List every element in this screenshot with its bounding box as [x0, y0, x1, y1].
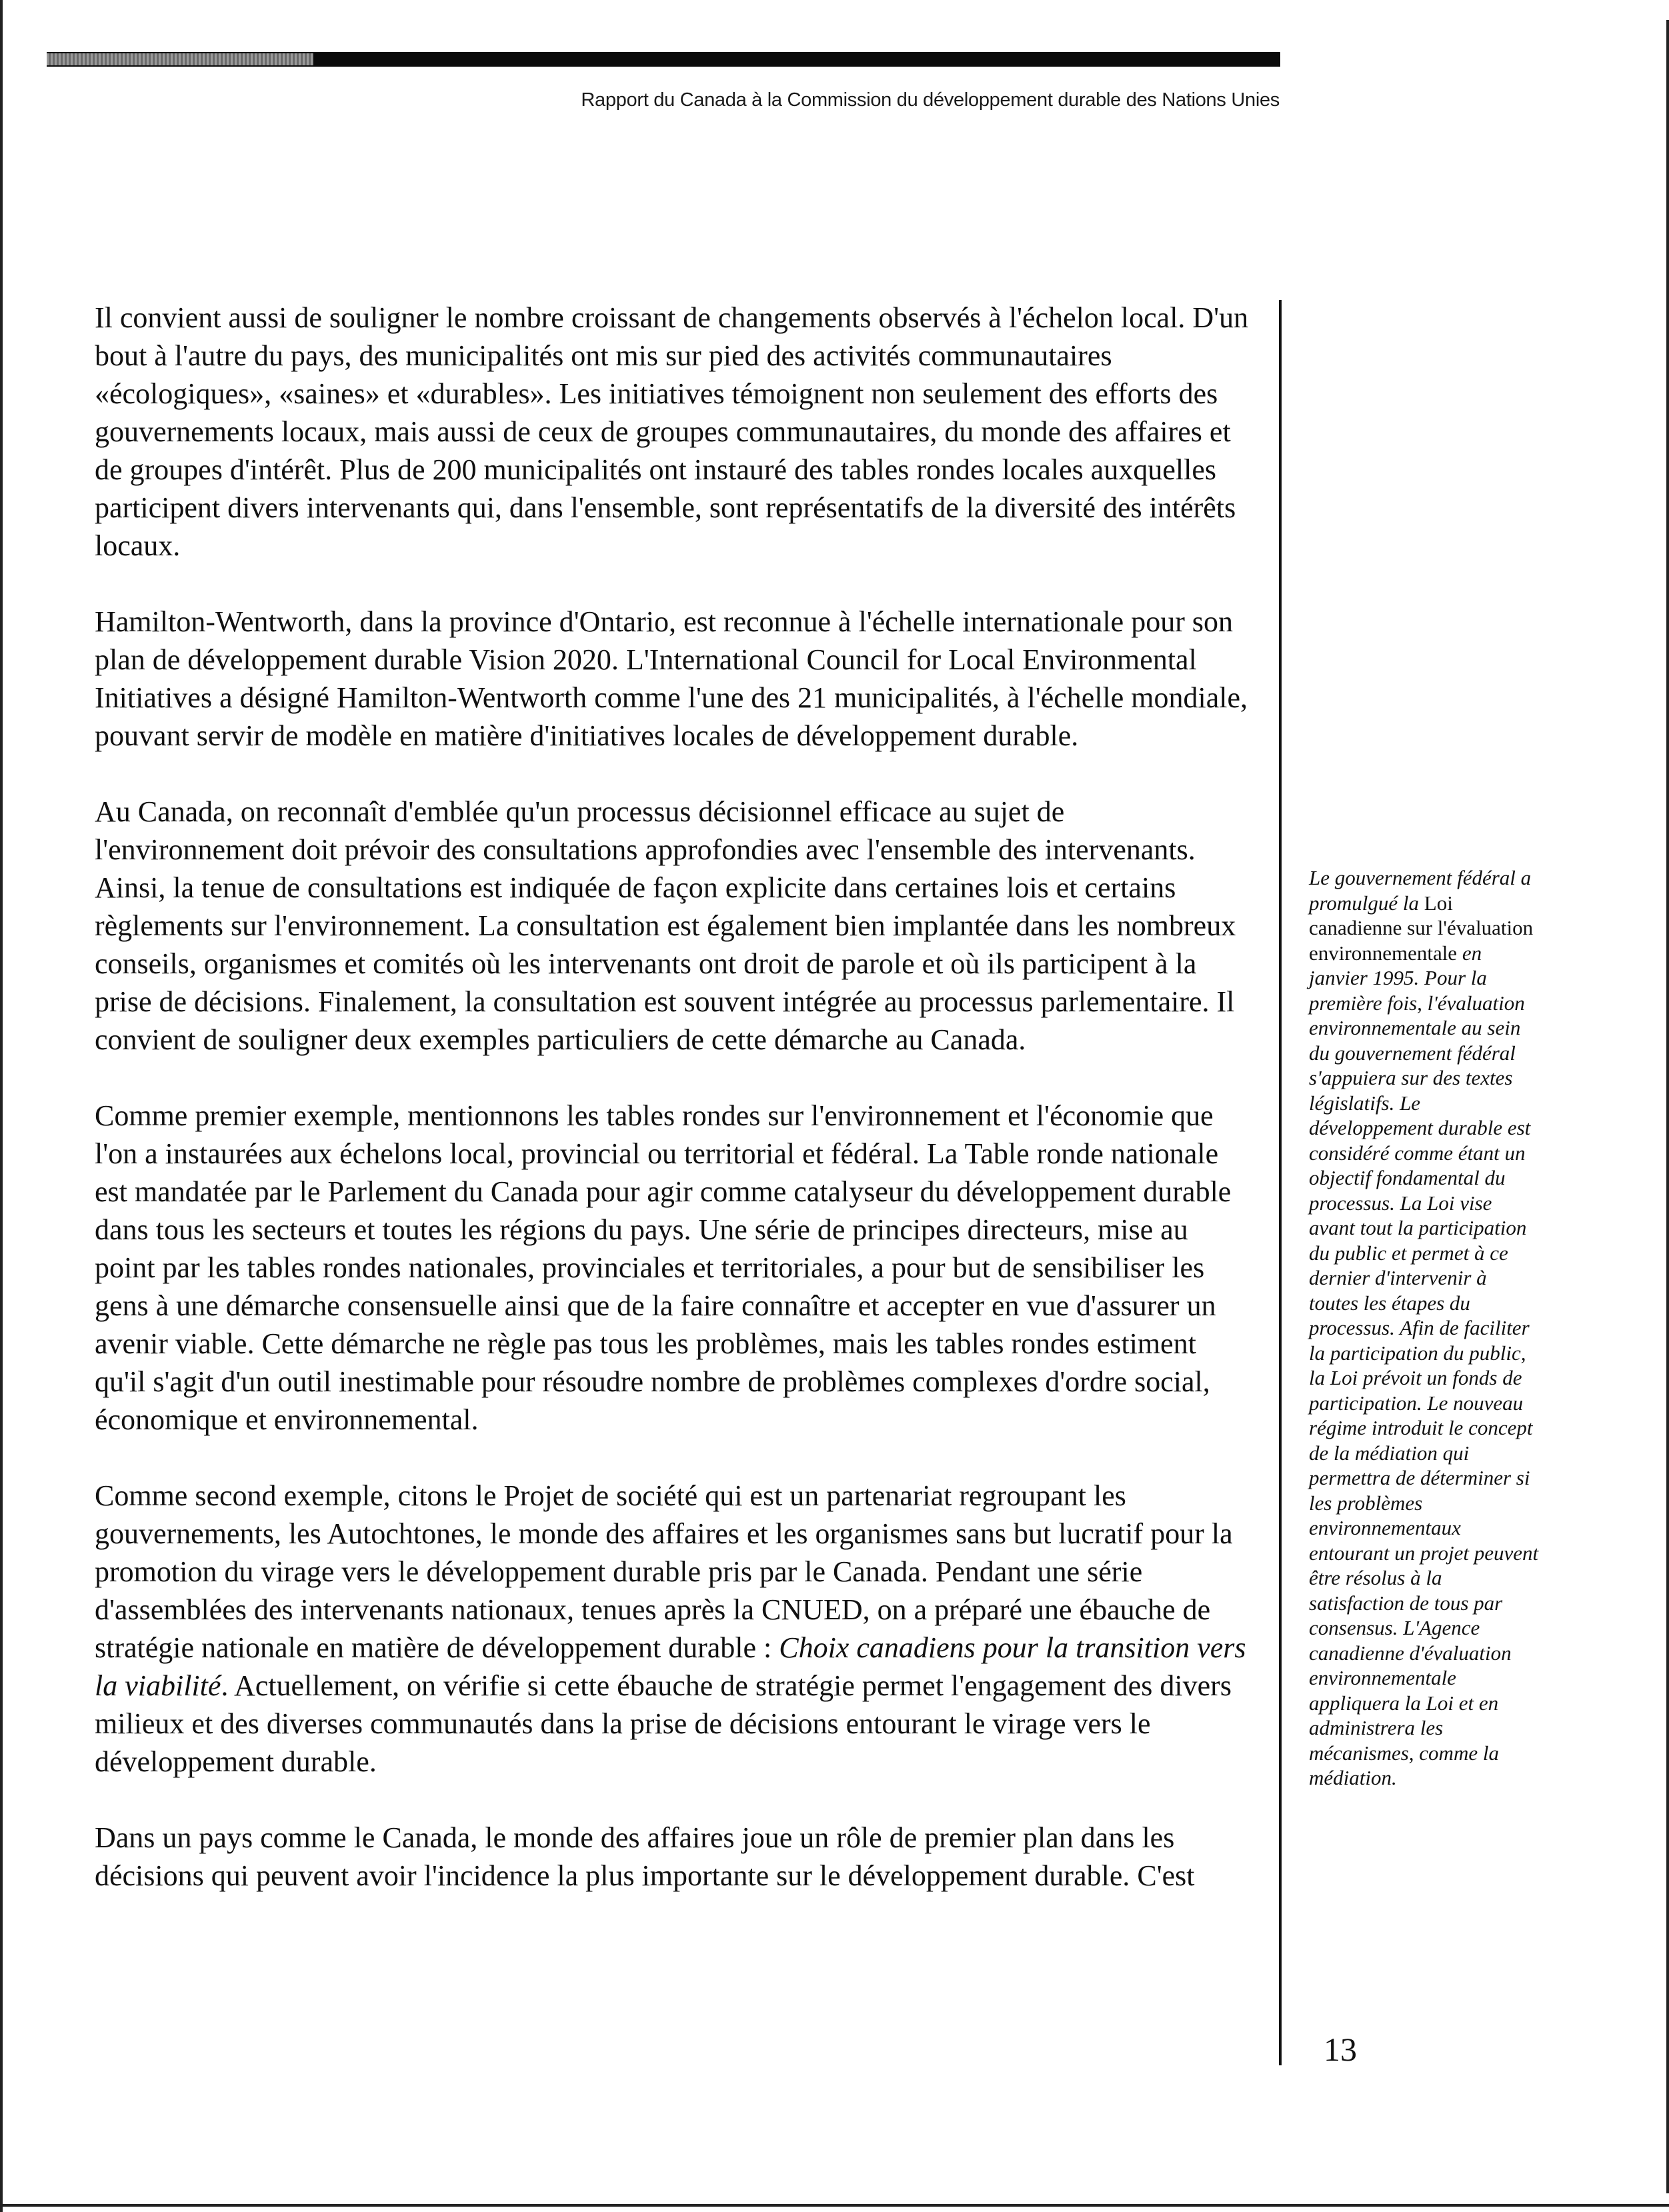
sidebar-law-name: Loi canadienne sur l'évaluation environnementale [1309, 891, 1534, 965]
strategy-title: Choix canadiens pour la transition vers la viabilité [95, 1631, 1246, 1702]
body-paragraph-6: Dans un pays comme le Canada, le monde des affaires joue un rôle de premier plan dans les décisions qui peuvent avoir l'incidence la plus importante sur le développement durable. C'est [95, 1821, 1195, 1892]
header-rule-texture [47, 53, 313, 65]
page-number: 13 [1324, 2031, 1357, 2068]
margin-divider [1279, 300, 1282, 2065]
body-paragraph-4: Comme premier exemple, mentionnons les tables rondes sur l'environnement et l'économie que l'on a instaurées aux échelons local, provincial ou territorial et fédéral. La Table ronde nationale est mandatée par le Parlement du Canada pour agir comme catalyseur du développement durable dans tous les secteurs et toutes les régions du pays. Une série de principes directeurs, mise au point par les tables rondes nationales, provinciales et territoriales, a pour but de sensibiliser les gens à une démarche consensuelle ainsi que de la faire connaître et accepter en vue d'assurer un avenir viable. Cette démarche ne règle pas tous les problèmes, mais les tables rondes estiment qu'il s'agit d'un outil inestimable pour résoudre nombre de problèmes complexes d'ordre social, économique et environnemental. [95, 1099, 1232, 1436]
body-paragraph-1: Il convient aussi de souligner le nombre croissant de changements observés à l'échelon local. D'un bout à l'autre du pays, des municipalités ont mis sur pied des activités communautaires «écologiques», «saines» et «durables». Les initiatives témoignent non seulement des efforts des gouvernements locaux, mais aussi de ceux de groupes communautaires, du monde des affaires et de groupes d'intérêt. Plus de 200 municipalités ont instauré des tables rondes locales auxquelles participent divers intervenants qui, dans l'ensemble, sont représentatifs de la diversité des intérêts locaux. [95, 301, 1249, 562]
page-bottom-edge [0, 2204, 1669, 2207]
body-paragraph-2: Hamilton-Wentworth, dans la province d'Ontario, est reconnue à l'échelle internationale pour son plan de développement durable Vision 2020. L'International Council for Local Environmental Initiatives a désigné Hamilton-Wentworth comme l'une des 21 municipalités, à l'échelle mondiale, pouvant servir de modèle en matière d'initiatives locales de développement durable. [95, 605, 1248, 752]
body-paragraph-5 [95, 1477, 1252, 1781]
body-paragraph-3: Au Canada, on reconnaît d'emblée qu'un processus décisionnel efficace au sujet de l'environnement doit prévoir des consultations approfondies avec l'ensemble des intervenants. Ainsi, la tenue de consultations est indiquée de façon explicite dans certaines lois et certains règlements sur l'environnement. La consultation est également bien implantée dans les nombreux conseils, organismes et comités où les intervenants ont droit de parole et où ils participent à la prise de décisions. Finalement, la consultation est souvent intégrée au processus parlementaire. Il convient de souligner deux exemples particuliers de cette démarche au Canada. [95, 795, 1236, 1056]
page-left-edge [0, 0, 3, 2212]
running-header: Rapport du Canada à la Commission du développement durable des Nations Unies [581, 89, 1280, 111]
page-right-edge [1666, 20, 1669, 2193]
paragraph-5-text-start: Comme second exemple, citons le Projet de société qui est un partenariat regroupant les gouvernements, les Autochtones, le monde des affaires et les organismes sans but lucratif pour la promotion du virage vers le développement durable pris par le Canada. Pendant une série d'assemblées des intervenants nationaux, tenues après la CNUED, on a préparé une ébauche de stratégie nationale en matière de développement durable : [95, 1479, 1233, 1664]
sidebar-note [1309, 865, 1539, 1791]
sidebar-text-end: en janvier 1995. Pour la première fois, l'évaluation environnementale au sein du gouvernement fédéral s'appuiera sur des textes législatifs. Le développement durable est considéré comme étant un objectif fondamental du processus. La Loi vise avant tout la participation du public et permet à ce dernier d'intervenir à toutes les étapes du processus. Afin de faciliter la participation du public, la Loi prévoit un fonds de participation. Le nouveau régime introduit le concept de la médiation qui permettra de déterminer si les problèmes environnementaux entourant un projet peuvent être résolus à la satisfaction de tous par consensus. L'Agence canadienne d'évaluation environnementale appliquera la Loi et en administrera les mécanismes, comme la médiation. [1309, 941, 1539, 1789]
sidebar-text-start: Le gouvernement fédéral a promulgué la [1309, 866, 1532, 915]
paragraph-5-text-end: . Actuellement, on vérifie si cette ébauche de stratégie permet l'engagement des divers milieux et des diverses communautés dans la prise de décisions entourant le virage vers le développement durable. [95, 1669, 1232, 1778]
main-text-column [95, 299, 1252, 1933]
